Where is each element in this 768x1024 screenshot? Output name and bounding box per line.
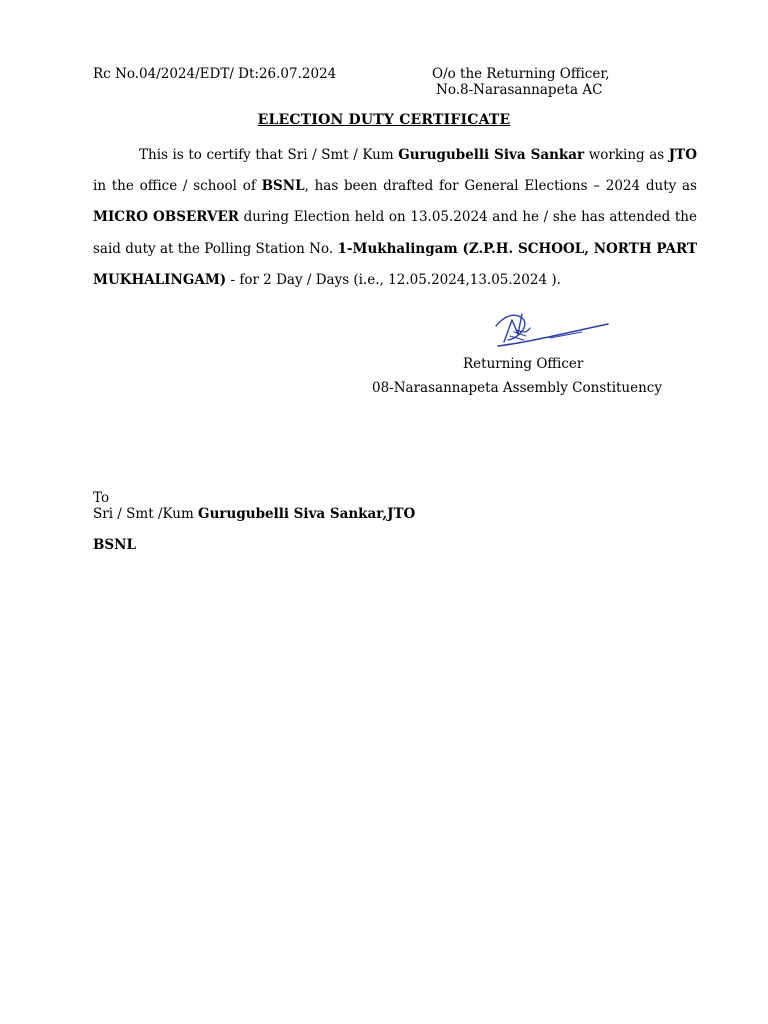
signature-strokes (496, 314, 608, 346)
body-text-3: in the office / school of (93, 178, 262, 195)
addressee-designation: ,JTO (382, 506, 416, 522)
body-text-6: - for 2 Day / Days (i.e., 12.05.2024,13.05.2024 ). (226, 271, 561, 288)
addressee-line (93, 506, 415, 522)
polling-station: 1-Mukhalingam (Z.P.H. SCHOOL, NORTH PART MUKHALINGAM) (93, 240, 697, 288)
office-line-1: O/o the Returning Officer, (432, 66, 610, 82)
certificate-body (93, 140, 697, 296)
body-text-1: This is to certify that Sri / Smt / Kum (139, 147, 399, 163)
office-line-2: No.8-Narasannapeta AC (436, 82, 603, 98)
signatory-title: Returning Officer (463, 356, 584, 372)
signature-image (490, 302, 615, 352)
certificate-title: ELECTION DUTY CERTIFICATE (257, 112, 511, 128)
addressee-organization: BSNL (93, 537, 136, 553)
organization: BSNL (261, 178, 305, 195)
person-name: Gurugubelli Siva Sankar (398, 147, 585, 163)
body-text-5: during Election held on 13.05.2024 and he / she has attended the said duty at the Polling Station No. (93, 209, 697, 257)
addressee-name: Gurugubelli Siva Sankar (198, 506, 383, 522)
addressee-prefix: Sri / Smt /Kum (93, 506, 199, 522)
duty-role: MICRO OBSERVER (93, 209, 239, 226)
body-text-4: , has been drafted for General Elections – 2024 duty as (304, 178, 697, 195)
body-text-2: working as (584, 147, 669, 163)
reference-number: Rc No.04/2024/EDT/ Dt:26.07.2024 (93, 66, 337, 82)
issuing-office (432, 66, 610, 98)
signatory-constituency: 08-Narasannapeta Assembly Constituency (372, 380, 662, 396)
to-label: To (93, 490, 110, 506)
designation: JTO (668, 147, 697, 163)
